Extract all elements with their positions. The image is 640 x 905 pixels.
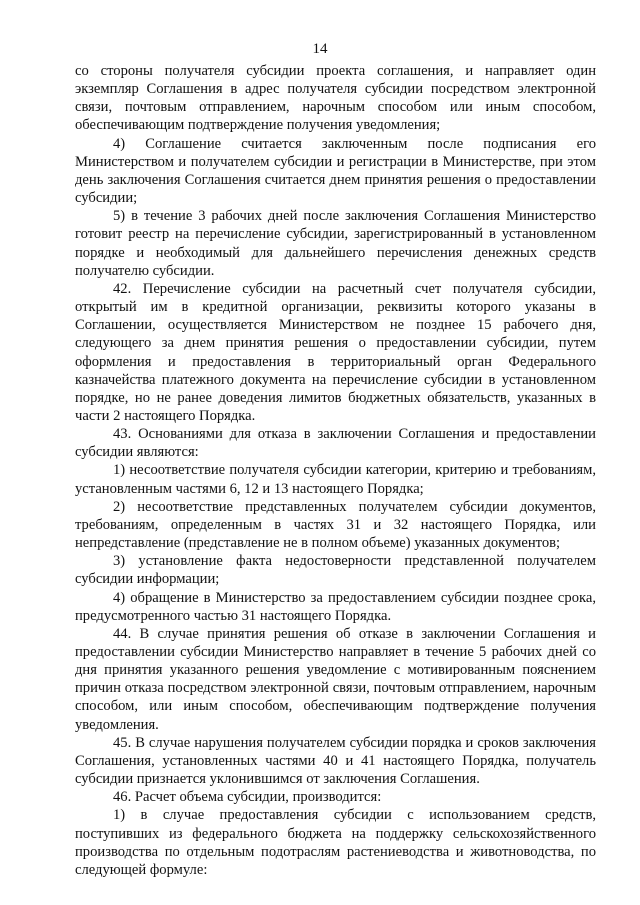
paragraph-43-item-1: 1) несоответствие получателя субсидии категории, критерию и требованиям, установленным частями 6, 12 и 13 настоящего Порядка; xyxy=(75,462,596,497)
paragraph-44: 44. В случае принятия решения об отказе в заключении Соглашения и предоставлении субсидии Министерство направляет в течение 5 рабочих дней со дня принятия указанного решения уведомление с мотивированным пояснением причин отказа посредством электронной связи, почтовым отправлением, нарочным способом, или иным способом, обеспечивающим подтверждение получения уведомления. xyxy=(75,625,596,733)
paragraph-46-item-1: 1) в случае предоставления субсидии с использованием средств, поступивших из федерального бюджета на поддержку сельскохозяйственного производства по отдельным подотраслям растениеводства и животноводства, по следующей формуле: xyxy=(75,807,596,878)
paragraph-42: 42. Перечисление субсидии на расчетный счет получателя субсидии, открытый им в кредитной организации, реквизиты которого указаны в Соглашении, осуществляется Министерством не позднее 15 рабочего дня, следующего за днем принятия решения о предоставлении субсидии, путем оформления и предоставления в территориальный орган Федерального казначейства платежного документа на перечисление субсидии в установленном порядке, но не ранее доведения лимитов бюджетных обязательств, указанных в части 2 настоящего Порядка. xyxy=(75,280,596,424)
paragraph-43-item-3: 3) установление факта недостоверности представленной получателем субсидии информации; xyxy=(75,553,596,588)
paragraph-43-item-4: 4) обращение в Министерство за предоставлением субсидии позднее срока, предусмотренного частью 31 настоящего Порядка. xyxy=(75,589,596,624)
paragraph-43-item-2: 2) несоответствие представленных получателем субсидии документов, требованиям, определенным в частях 31 и 32 настоящего Порядка, или непредставление (представление не в полном объеме) указанных документов; xyxy=(75,498,596,552)
paragraph-continuation: со стороны получателя субсидии проекта соглашения, и направляет один экземпляр Соглашения в адрес получателя субсидии посредством электронной связи, почтовым отправлением, нарочным способом или иным способом, обеспечивающим подтверждение получения уведомления; xyxy=(75,63,596,134)
page-number: 14 xyxy=(312,41,328,57)
paragraph-item-4: 4) Соглашение считается заключенным после подписания его Министерством и получателем субсидии и регистрации в Министерстве, при этом день заключения Соглашения считается днем принятия решения о предоставлении субсидии; xyxy=(75,135,596,207)
document-body xyxy=(75,62,596,879)
paragraph-43: 43. Основаниями для отказа в заключении Соглашения и предоставлении субсидии являются: xyxy=(75,426,596,461)
paragraph-46: 46. Расчет объема субсидии, производится: xyxy=(113,789,382,806)
paragraph-item-5: 5) в течение 3 рабочих дней после заключения Соглашения Министерство готовит реестр на перечисление субсидии, зарегистрированный в установленном порядке и необходимый для дальнейшего перечисления денежных средств получателю субсидии. xyxy=(75,208,596,279)
paragraph-45: 45. В случае нарушения получателем субсидии порядка и сроков заключения Соглашения, установленных частями 40 и 41 настоящего Порядка, получатель субсидии признается уклонившимся от заключения Соглашения. xyxy=(75,734,596,788)
